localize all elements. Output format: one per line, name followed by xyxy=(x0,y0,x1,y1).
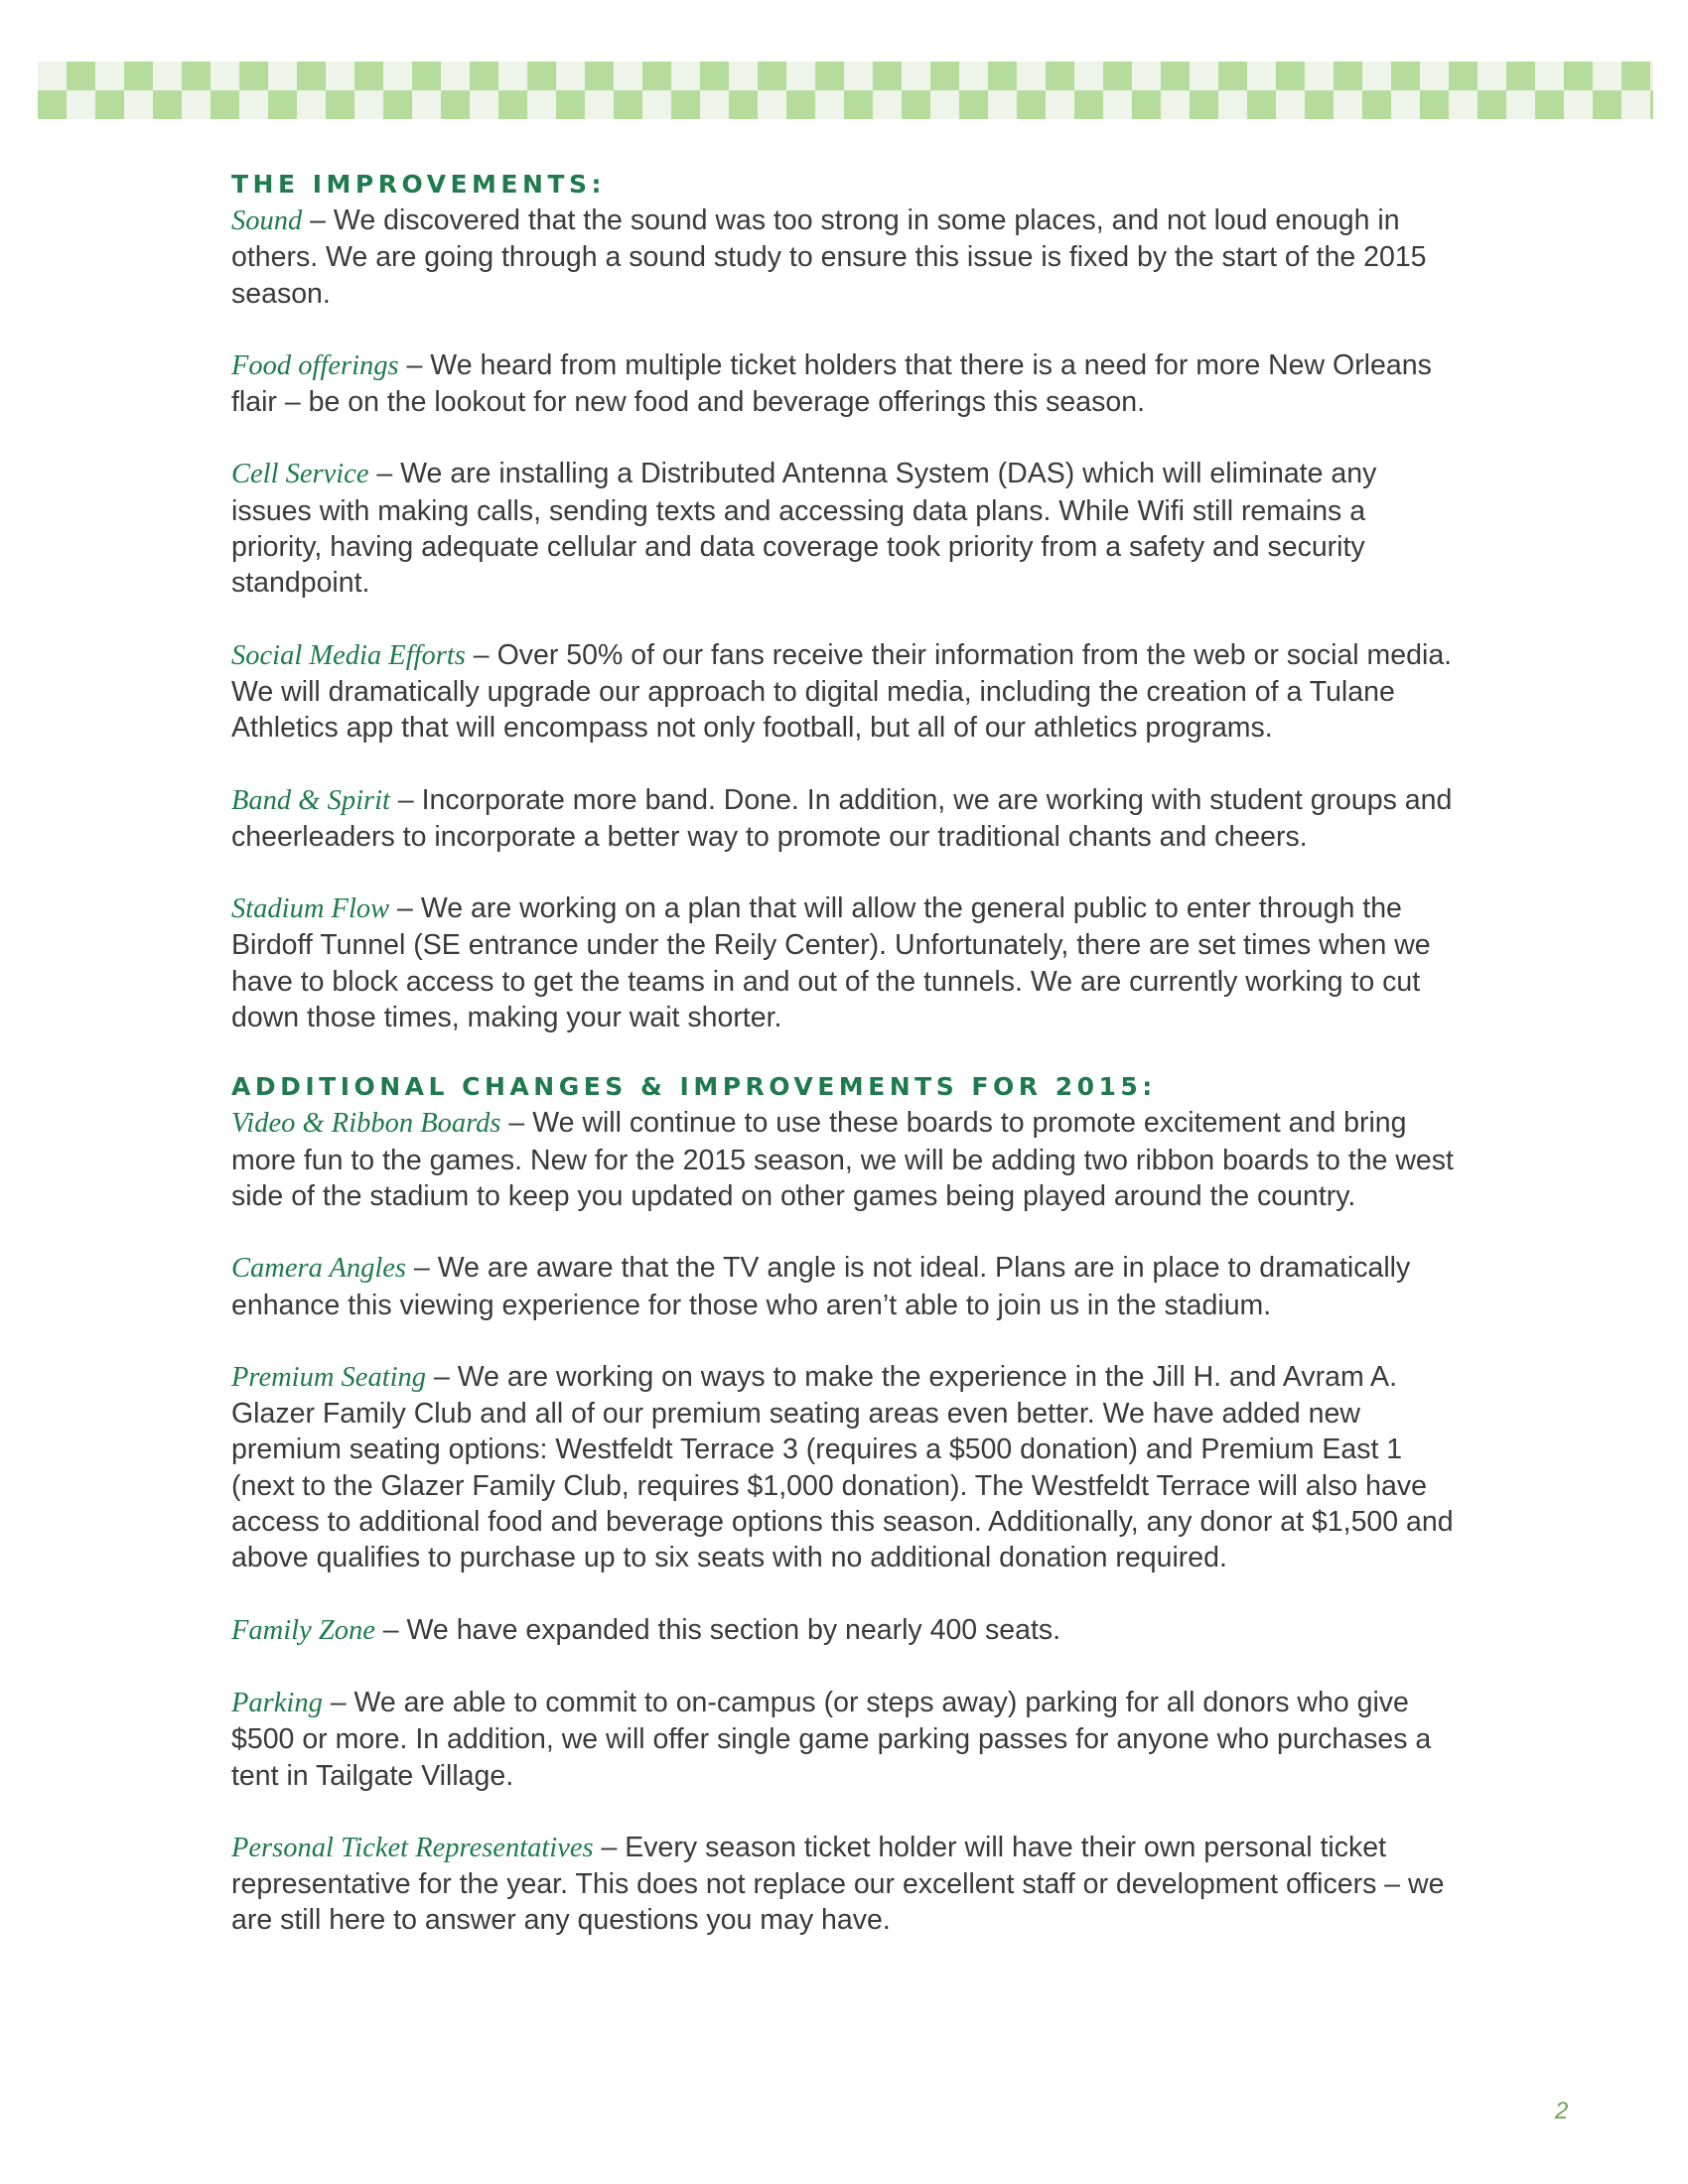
item-text: – We discovered that the sound was too strong in some places, and not loud enough in others. We are going through a sound study to ensure this issue is fixed by the start of the 2015 season. xyxy=(231,205,1427,310)
item-text: – We are working on ways to make the experience in the Jill H. and Avram A. Glazer Family Club and all of our premium seating areas even better. We have added new premium seating options: Westfeldt Terrace 3 (requires a $500 donation) and Premium East 1 (next to the Glazer Family Club, requires $1,000 donation). The Westfeldt Terrace will also have access to additional food and beverage options this season. Additionally, any donor at $1,500 and above qualifies to purchase up to six seats with no additional donation required. xyxy=(231,1360,1454,1574)
item-term: Premium Seating xyxy=(231,1361,427,1393)
item-term: Video & Ribbon Boards xyxy=(231,1108,501,1140)
item-term: Social Media Efforts xyxy=(231,639,466,671)
item-text: – We have expanded this section by nearly 400 seats. xyxy=(374,1613,1061,1646)
page-number: 2 xyxy=(1555,2098,1569,2124)
item-term: Stadium Flow xyxy=(231,893,390,925)
document-body xyxy=(231,167,1463,1939)
item-term: Personal Ticket Representatives xyxy=(231,1832,594,1863)
item-parking xyxy=(231,1685,1463,1794)
checkered-banner xyxy=(38,62,1653,119)
item-premium-seating xyxy=(231,1359,1463,1576)
item-band-spirit xyxy=(231,782,1463,856)
item-text: – We heard from multiple ticket holders that there is a need for more New Orleans flair – be on the lookout for new food and beverage offerings this season. xyxy=(231,348,1432,419)
item-text: – We will continue to use these boards to promote excitement and bring more fun to the games. New for the 2015 season, we will be adding two ribbon boards to the west side of the stadium to keep you updated on other games being played around the country. xyxy=(231,1107,1454,1212)
item-sound xyxy=(231,203,1463,312)
item-term: Family Zone xyxy=(231,1614,375,1646)
item-cell-service xyxy=(231,456,1463,601)
item-term: Parking xyxy=(231,1687,323,1718)
item-stadium-flow xyxy=(231,890,1463,1035)
item-camera-angles xyxy=(231,1250,1463,1323)
item-term: Cell Service xyxy=(231,459,369,490)
section-heading-additional: ADDITIONAL CHANGES & IMPROVEMENTS FOR 2015: xyxy=(231,1072,1157,1102)
item-text: – We are working on a plan that will allow the general public to enter through the Birdoff Tunnel (SE entrance under the Reily Center). Unfortunately, there are set times when we have to block access to get the teams in and out of the tunnels. We are currently working to cut down those times, making your wait shorter. xyxy=(231,892,1431,1034)
item-term: Sound xyxy=(231,205,303,236)
item-term: Food offerings xyxy=(231,349,399,381)
item-text: – We are able to commit to on-campus (or steps away) parking for all donors who give $500 or more. In addition, we will offer single game parking passes for anyone who purchases a tent in Tailgate Village. xyxy=(231,1686,1432,1792)
item-text: – Over 50% of our fans receive their information from the web or social media. We will dramatically upgrade our approach to digital media, including the creation of a Tulane Athletics app that will encompass not only football, but all of our athletics programs. xyxy=(231,638,1453,745)
item-video-ribbon-boards xyxy=(231,1105,1463,1214)
item-text: – We are installing a Distributed Antenna System (DAS) which will eliminate any issues with making calls, sending texts and accessing data plans. While Wifi still remains a priority, having adequate cellular and data coverage took priority from a safety and security standpoint. xyxy=(231,458,1377,600)
item-family-zone xyxy=(231,1612,1463,1649)
item-personal-ticket-reps xyxy=(231,1830,1463,1939)
item-social-media xyxy=(231,637,1463,747)
item-text: – Incorporate more band. Done. In addition, we are working with student groups and cheerleaders to incorporate a better way to promote our traditional chants and cheers. xyxy=(231,783,1453,853)
item-term: Camera Angles xyxy=(231,1253,407,1285)
item-text: – We are aware that the TV angle is not ideal. Plans are in place to dramatically enhance this viewing experience for those who aren’t able to join us in the stadium. xyxy=(231,1252,1411,1321)
item-term: Band & Spirit xyxy=(231,784,390,816)
item-text: – Every season ticket holder will have their own personal ticket representative for the year. This does not replace our excellent staff or development officers – we are still here to answer any questions you may have. xyxy=(231,1831,1445,1937)
item-food-offerings xyxy=(231,347,1463,421)
section-heading-improvements: THE IMPROVEMENTS: xyxy=(231,170,606,199)
